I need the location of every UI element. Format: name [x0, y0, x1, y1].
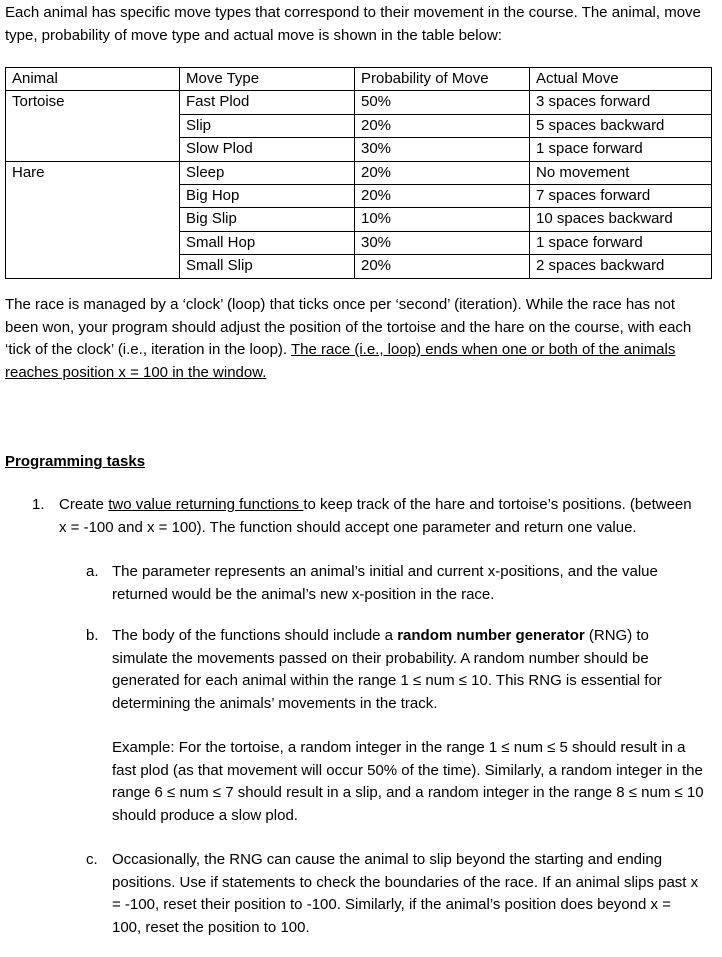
- example-text: Example: For the tortoise, a random integer in the range 1 ≤ num ≤ 5 should result in a fast plod (as that movement will occur 50% of the time). Similarly, a random integer in the range 6 ≤ num ≤ 7 should result in a slip, and a random integer in the range 8 ≤ num ≤ 10 should produce a slow plod.: [112, 739, 704, 824]
- example-block: [5, 737, 710, 827]
- move-type-cell: Small Hop: [180, 231, 355, 254]
- actual-move-cell: 7 spaces forward: [530, 185, 712, 208]
- subtask-c-label: c.: [86, 851, 98, 868]
- table-row: [6, 161, 712, 184]
- actual-move-cell: 1 space forward: [530, 231, 712, 254]
- probability-cell: 50%: [355, 91, 530, 114]
- header-move-type: Move Type: [180, 68, 355, 91]
- probability-cell: 20%: [355, 114, 530, 137]
- actual-move-cell: 10 spaces backward: [530, 208, 712, 231]
- probability-cell: 10%: [355, 208, 530, 231]
- header-actual-move: Actual Move: [530, 68, 712, 91]
- race-end-condition: The race (i.e., loop) ends when one or both of the animals reaches position x = 100 in the window.: [5, 341, 676, 381]
- probability-cell: 30%: [355, 138, 530, 161]
- programming-tasks-heading: Programming tasks: [5, 453, 146, 470]
- probability-cell: 20%: [355, 255, 530, 278]
- subtask-a-text: The parameter represents an animal’s initial and current x-positions, and the value returned would be the animal’s new x-position in the race.: [112, 563, 658, 603]
- table-row: [6, 91, 712, 114]
- task-1-number: 1.: [32, 496, 45, 513]
- move-type-cell: Slip: [180, 114, 355, 137]
- header-animal: Animal: [6, 68, 180, 91]
- actual-move-cell: No movement: [530, 161, 712, 184]
- actual-move-cell: 3 spaces forward: [530, 91, 712, 114]
- task-1-post: to keep track of the hare and tortoise’s positions. (between x = -100 and x = 100). The function should accept one parameter and return one value.: [59, 496, 692, 536]
- task-1-underlined: two value returning functions: [108, 496, 304, 513]
- move-type-cell: Slow Plod: [180, 138, 355, 161]
- probability-cell: 30%: [355, 231, 530, 254]
- intro-paragraph: Each animal has specific move types that correspond to their movement in the course. The animal, move type, probability of move type and actual move is shown in the table below:: [5, 4, 701, 44]
- header-probability: Probability of Move: [355, 68, 530, 91]
- task-1-text: [59, 494, 699, 539]
- subtask-b-label: b.: [86, 627, 99, 644]
- move-type-cell: Sleep: [180, 161, 355, 184]
- race-text: The race is managed by a ‘clock’ (loop) that ticks once per ‘second’ (iteration). While the race has not been won, your program should adjust the position of the tortoise and the hare on the course, with each ‘tick of the clock’ (i.e., iteration in the loop).: [5, 296, 692, 358]
- race-paragraph: [5, 294, 705, 384]
- subtask-b-pre: The body of the functions should include a: [112, 627, 398, 644]
- animal-hare: Hare: [6, 161, 180, 278]
- table-header-row: [6, 68, 712, 91]
- move-type-cell: Big Slip: [180, 208, 355, 231]
- probability-cell: 20%: [355, 185, 530, 208]
- subtask-a: [5, 561, 710, 606]
- subtask-b-post: (RNG) to simulate the movements passed on their probability. A random number should be generated for each animal within the range 1 ≤ num ≤ 10. This RNG is essential for determining the animals’ movements in the track.: [112, 627, 662, 712]
- subtask-b: [5, 625, 710, 715]
- subtask-b-bold: random number generator: [397, 627, 585, 644]
- move-type-cell: Big Hop: [180, 185, 355, 208]
- subtask-a-label: a.: [86, 563, 99, 580]
- subtask-c: [5, 849, 710, 939]
- animal-tortoise: Tortoise: [6, 91, 180, 161]
- move-types-table: [5, 67, 712, 279]
- task-1-pre: Create: [59, 496, 109, 513]
- actual-move-cell: 1 space forward: [530, 138, 712, 161]
- subtask-b-text: [112, 625, 704, 715]
- move-type-cell: Fast Plod: [180, 91, 355, 114]
- actual-move-cell: 5 spaces backward: [530, 114, 712, 137]
- actual-move-cell: 2 spaces backward: [530, 255, 712, 278]
- move-type-cell: Small Slip: [180, 255, 355, 278]
- subtask-c-text: Occasionally, the RNG can cause the animal to slip beyond the starting and ending positions. Use if statements to check the boundaries of the race. If an animal slips past x = -100, reset their position to -100. Similarly, if the animal’s position does beyond x = 100, reset the position to 100.: [112, 851, 699, 936]
- probability-cell: 20%: [355, 161, 530, 184]
- document-page: [5, 2, 710, 936]
- task-1: [5, 494, 710, 539]
